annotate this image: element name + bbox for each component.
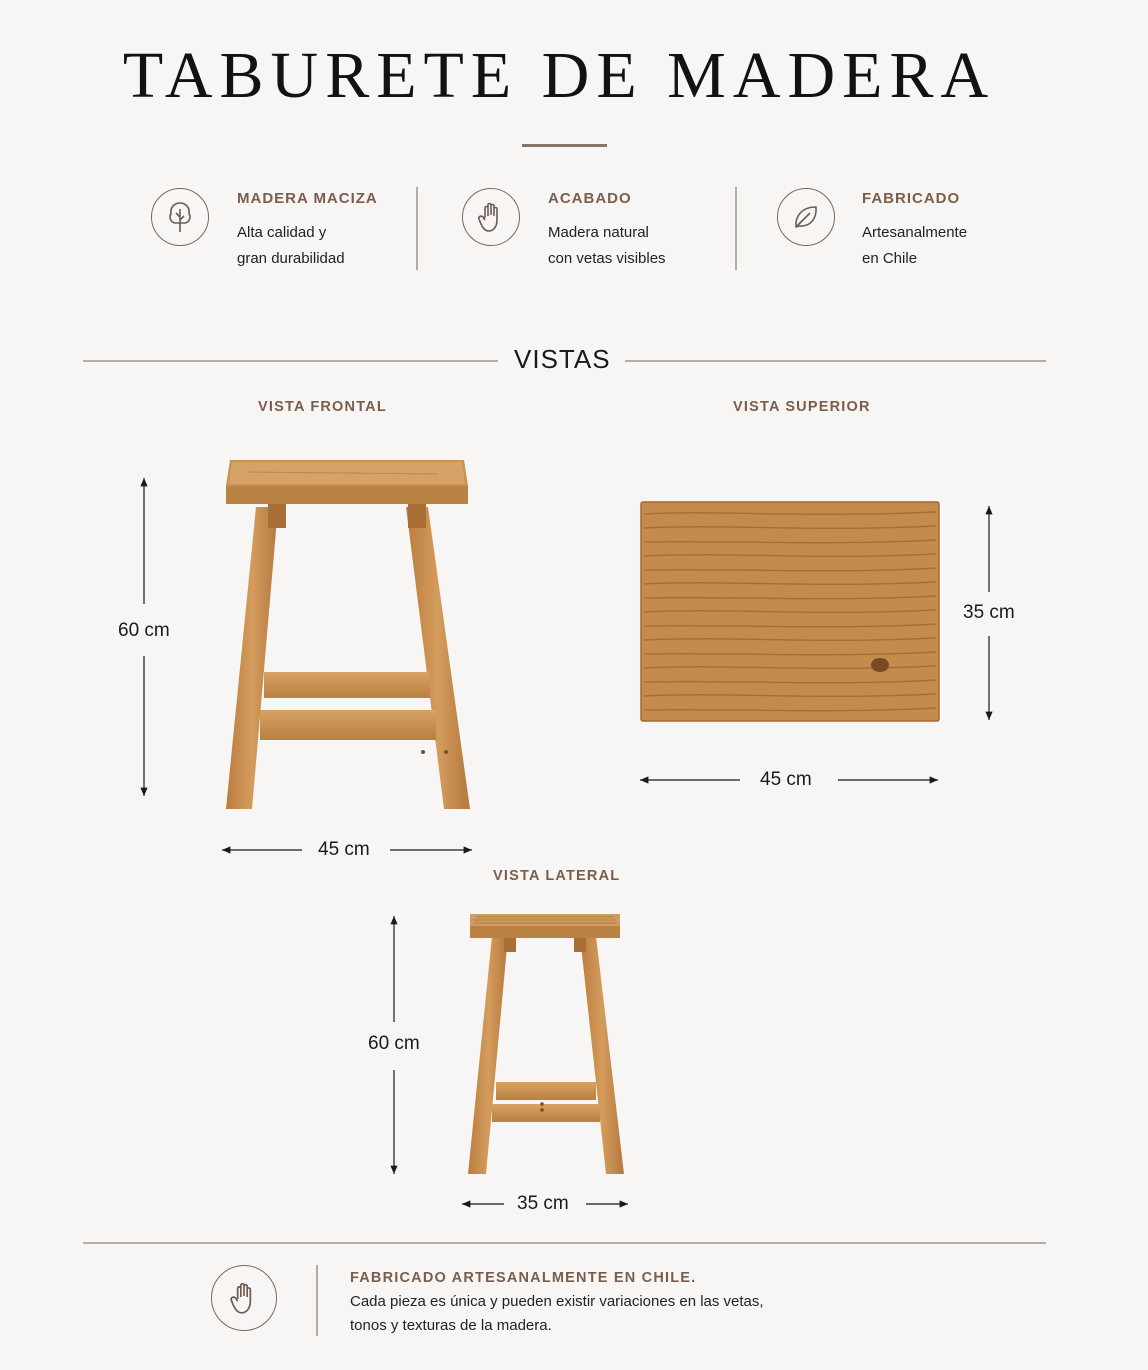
footer-text-1: Cada pieza es única y pueden existir variaciones en las vetas,	[350, 1293, 764, 1310]
front-height-value: 60 cm	[118, 620, 170, 641]
footer-rule	[83, 1242, 1046, 1244]
side-view-label: VISTA LATERAL	[493, 868, 621, 884]
feature-text-finish-2: con vetas visibles	[548, 250, 666, 267]
feature-divider	[735, 187, 737, 270]
section-title: VISTAS	[514, 344, 611, 374]
front-view-label: VISTA FRONTAL	[258, 399, 387, 415]
hand-icon	[462, 188, 520, 246]
feature-text-finish-1: Madera natural	[548, 224, 649, 241]
side-depth-value: 35 cm	[517, 1193, 569, 1214]
front-view-stool	[218, 452, 478, 817]
feature-text-made-1: Artesanalmente	[862, 224, 968, 241]
top-view-seat	[640, 500, 940, 722]
feature-title-finish: ACABADO	[548, 190, 632, 207]
feature-text-solid-wood-1: Alta calidad y	[237, 224, 327, 241]
tree-icon	[151, 188, 209, 246]
section-rule-right	[625, 360, 1046, 362]
front-width-value: 45 cm	[318, 839, 370, 860]
leaf-icon	[777, 188, 835, 246]
side-view-stool	[462, 910, 630, 1178]
section-rule-left	[83, 360, 498, 362]
top-depth-value: 35 cm	[963, 602, 1015, 623]
feature-text-solid-wood-2: gran durabilidad	[237, 250, 345, 267]
footer-title: FABRICADO ARTESANALMENTE EN CHILE.	[350, 1270, 697, 1286]
top-view-label: VISTA SUPERIOR	[733, 399, 871, 415]
feature-title-solid-wood: MADERA MACIZA	[237, 190, 378, 207]
feature-text-made-2: en Chile	[862, 250, 918, 267]
feature-divider	[416, 187, 418, 270]
title-divider	[522, 144, 607, 147]
footer-divider	[316, 1265, 318, 1336]
page-title: TABURETE DE MADERA	[122, 39, 996, 112]
feature-title-made: FABRICADO	[862, 190, 961, 207]
footer-text-2: tonos y texturas de la madera.	[350, 1317, 552, 1334]
hand-icon	[211, 1265, 277, 1331]
side-height-value: 60 cm	[368, 1033, 420, 1054]
top-width-value: 45 cm	[760, 769, 812, 790]
